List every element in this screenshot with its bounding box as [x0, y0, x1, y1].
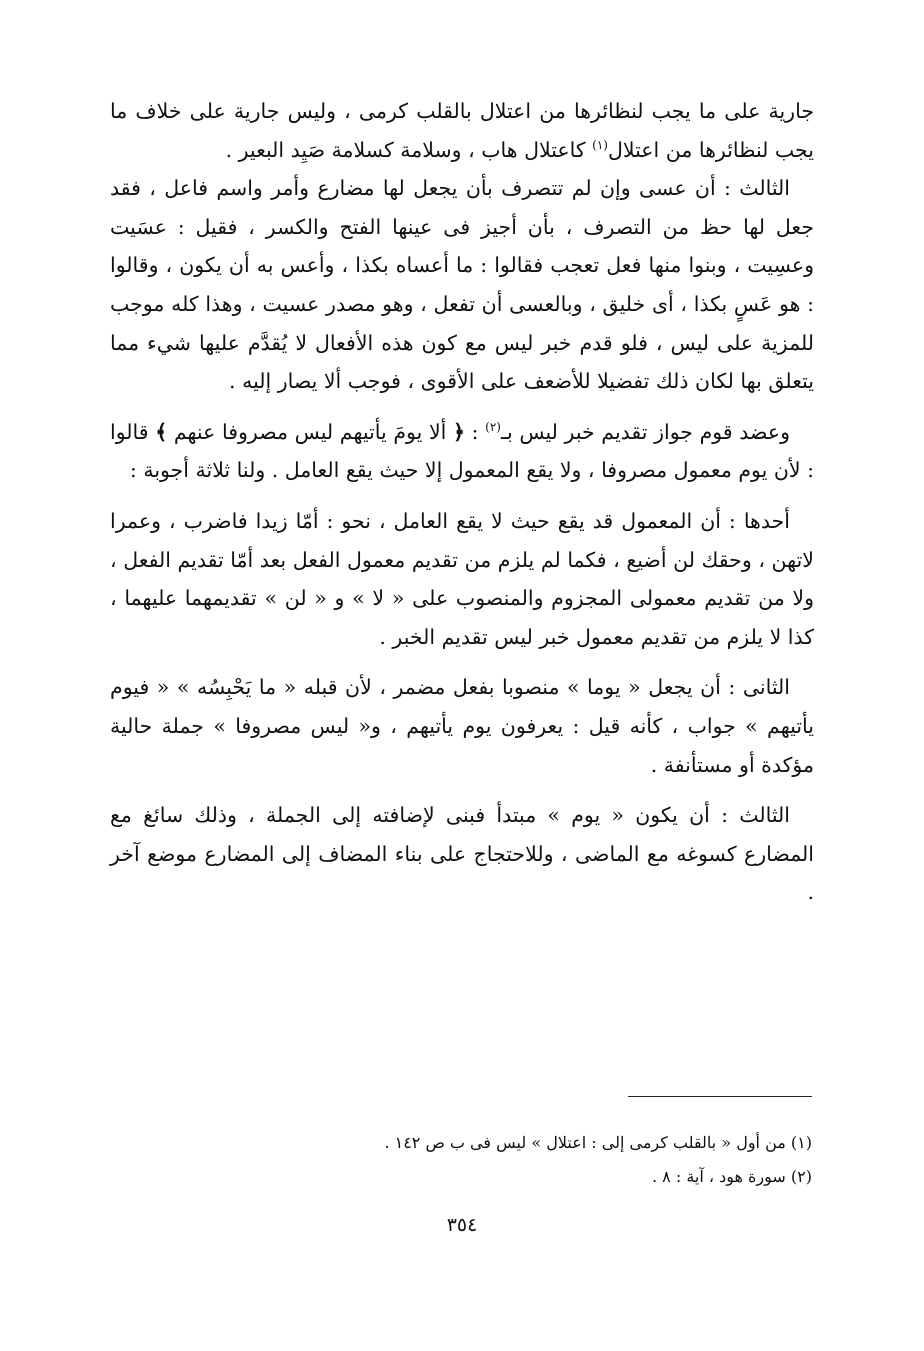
text-segment: قالوا : لأن يوم معمول مصروفا ، ولا يقع المعمول إلا حيث يقع العامل . ولنا ثلاثة أجوبة : [110, 419, 814, 483]
paragraph [110, 796, 814, 912]
paragraph [110, 169, 814, 401]
paragraph [110, 92, 814, 169]
footnotes [110, 1126, 812, 1194]
footnote-ref: (١) [592, 137, 608, 152]
paragraph [110, 668, 814, 784]
footnote-ref: (٢) [485, 419, 501, 434]
paragraph [110, 502, 814, 656]
quran-bracket: ﴿ [452, 419, 465, 444]
text-segment: جارية على ما يجب لنظائرها من اعتلال بالقلب كرمى ، وليس جارية على خلاف ما يجب لنظائرها من اعتلال [110, 99, 814, 162]
footnote-1: (١) من أول « بالقلب كرمى إلى : اعتلال » ليس فى ب ص ١٤٢ . [384, 1133, 812, 1152]
main-text-body [110, 92, 814, 912]
text-segment: كاعتلال هاب ، وسلامة كسلامة صَيِد البعير . [225, 137, 593, 162]
paragraph [110, 413, 814, 490]
text-segment: ألا يومَ يأتيهم ليس مصروفا عنهم [167, 419, 453, 444]
text-segment: وعضد قوم جواز تقديم خبر ليس بـ [500, 419, 790, 444]
text-segment: الثالث : أن عسى وإن لم تتصرف بأن يجعل لها مضارع وأمر واسم فاعل ، فقد جعل لها حظ من التصرف ، بأن أجيز فى عينها الفتح والكسر ، فقيل : عسَيت وعسِيت ، وبنوا منها فعل تعجب فقالوا : ما أعساه بكذا ، وأعس به أن يكون ، وقالوا : هو عَسٍ بكذا ، أى خليق ، وبالعسى أن تفعل ، وهو مصدر عسيت ، وهذا كله موجب للمزية على ليس ، فلو قدم خبر ليس مع كون هذه الأفعال لا يُقدَّم عليها شيء مما يتعلق بها لكان ذلك تفضيلا للأضعف على الأقوى ، فوجب ألا يصار إليه . [110, 176, 814, 394]
text-segment: الثالث : أن يكون « يوم » مبتدأ فبنى لإضافته إلى الجملة ، وذلك سائغ مع المضارع كسوغه مع الماضى ، وللاحتجاج على بناء المضاف إلى المضارع موضع آخر . [110, 803, 814, 905]
text-segment: الثانى : أن يجعل « يوما » منصوبا بفعل مضمر ، لأن قبله « ما يَحْبِسُه » « فيوم يأتيهم » جواب ، كأنه قيل : يعرفون يوم يأتيهم ، و« ليس مصروفا » جملة حالية مؤكدة أو مستأنفة . [110, 675, 814, 777]
text-segment: : [465, 419, 486, 444]
text-segment: أحدها : أن المعمول قد يقع حيث لا يقع العامل ، نحو : أمّا زيدا فاضرب ، وعمرا لاتهن ، وحقك لن أضيع ، فكما لم يلزم من تقديم معمول الفعل بعد أمّا تقديم الفعل ، ولا من تقديم معمولى المجزوم والمنصوب على « لا » و « لن » تقديمهما عليهما ، كذا لا يلزم من تقديم معمول خبر ليس تقديم الخبر . [110, 508, 814, 649]
quran-bracket: ﴾ [155, 419, 168, 444]
footnote-2: (٢) سورة هود ، آية : ٨ . [651, 1167, 812, 1186]
footnote-divider [628, 1096, 812, 1097]
page-number: ٣٥٤ [446, 1214, 478, 1236]
